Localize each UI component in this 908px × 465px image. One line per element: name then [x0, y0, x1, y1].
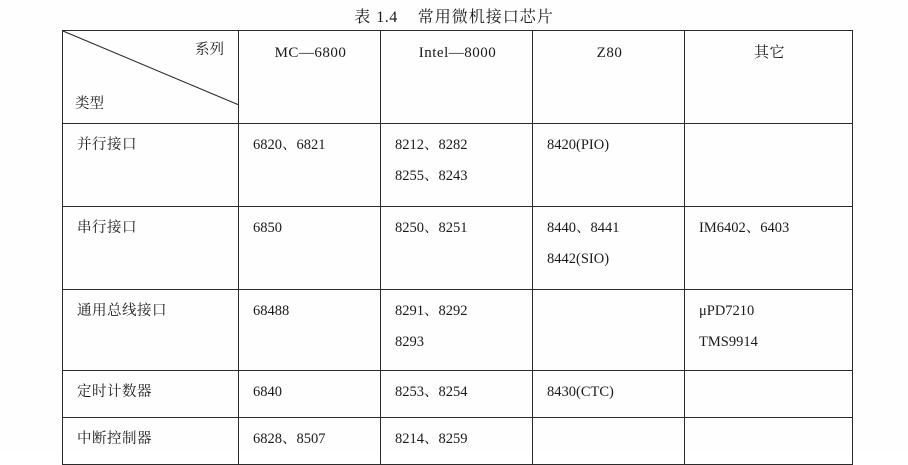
- cell-line: μPD7210: [699, 303, 755, 319]
- cell-line: 8440、8441: [547, 220, 620, 236]
- cell-parallel-intel8000: [381, 124, 533, 207]
- column-header-intel8000: Intel—8000: [381, 31, 533, 124]
- cell-line: 6850: [253, 220, 282, 236]
- cell-timer-mc6800: [239, 371, 381, 418]
- column-header-mc6800: MC—6800: [239, 31, 381, 124]
- column-header-other: 其它: [685, 31, 853, 124]
- table-header-row: [63, 31, 853, 124]
- cell-serial-z80: [533, 207, 685, 290]
- cell-line: 68488: [253, 303, 290, 319]
- cell-bus-other: [685, 290, 853, 371]
- cell-line: 8420(PIO): [547, 137, 610, 153]
- cell-interrupt-z80: [533, 418, 685, 465]
- caption-number: 1.4: [376, 9, 398, 26]
- cell-line: 8293: [395, 334, 424, 351]
- table-row: [63, 371, 853, 418]
- cell-line: 8250、8251: [395, 220, 468, 236]
- cell-line: 8214、8259: [395, 431, 468, 447]
- cell-line: 6840: [253, 384, 282, 400]
- cell-line: 8212、8282: [395, 137, 468, 153]
- caption-prefix: 表: [354, 9, 372, 26]
- chips-table-wrapper: [62, 30, 852, 465]
- cell-timer-other: [685, 371, 853, 418]
- table-row: [63, 418, 853, 465]
- row-label-parallel-interface: 并行接口: [63, 124, 239, 207]
- series-axis-label: 系列: [195, 42, 224, 58]
- row-label-general-bus-interface: 通用总线接口: [63, 290, 239, 371]
- cell-bus-intel8000: [381, 290, 533, 371]
- cell-timer-z80: [533, 371, 685, 418]
- cell-bus-z80: [533, 290, 685, 371]
- cell-serial-other: [685, 207, 853, 290]
- row-label-serial-interface: 串行接口: [63, 207, 239, 290]
- cell-interrupt-mc6800: [239, 418, 381, 465]
- table-row: [63, 207, 853, 290]
- cell-line: IM6402、6403: [699, 220, 790, 236]
- cell-serial-mc6800: [239, 207, 381, 290]
- cell-parallel-mc6800: [239, 124, 381, 207]
- cell-interrupt-intel8000: [381, 418, 533, 465]
- cell-line: 8253、8254: [395, 384, 468, 400]
- cell-line: 6828、8507: [253, 431, 326, 447]
- cell-line: 8255、8243: [395, 168, 468, 185]
- table-caption: [0, 4, 908, 27]
- column-header-z80: Z80: [533, 31, 685, 124]
- cell-parallel-other: [685, 124, 853, 207]
- cell-line: 6820、6821: [253, 137, 326, 153]
- chips-table: [62, 30, 853, 465]
- cell-bus-mc6800: [239, 290, 381, 371]
- table-row: [63, 290, 853, 371]
- corner-header-cell: [63, 31, 239, 124]
- row-label-timer-counter: 定时计数器: [63, 371, 239, 418]
- caption-title: 常用微机接口芯片: [417, 9, 554, 26]
- cell-timer-intel8000: [381, 371, 533, 418]
- cell-interrupt-other: [685, 418, 853, 465]
- cell-line: TMS9914: [699, 334, 758, 351]
- cell-line: 8442(SIO): [547, 251, 610, 268]
- cell-serial-intel8000: [381, 207, 533, 290]
- table-row: [63, 124, 853, 207]
- cell-line: 8430(CTC): [547, 384, 614, 400]
- cell-line: 8291、8292: [395, 303, 468, 319]
- type-axis-label: 类型: [75, 95, 104, 112]
- cell-parallel-z80: [533, 124, 685, 207]
- row-label-interrupt-controller: 中断控制器: [63, 418, 239, 465]
